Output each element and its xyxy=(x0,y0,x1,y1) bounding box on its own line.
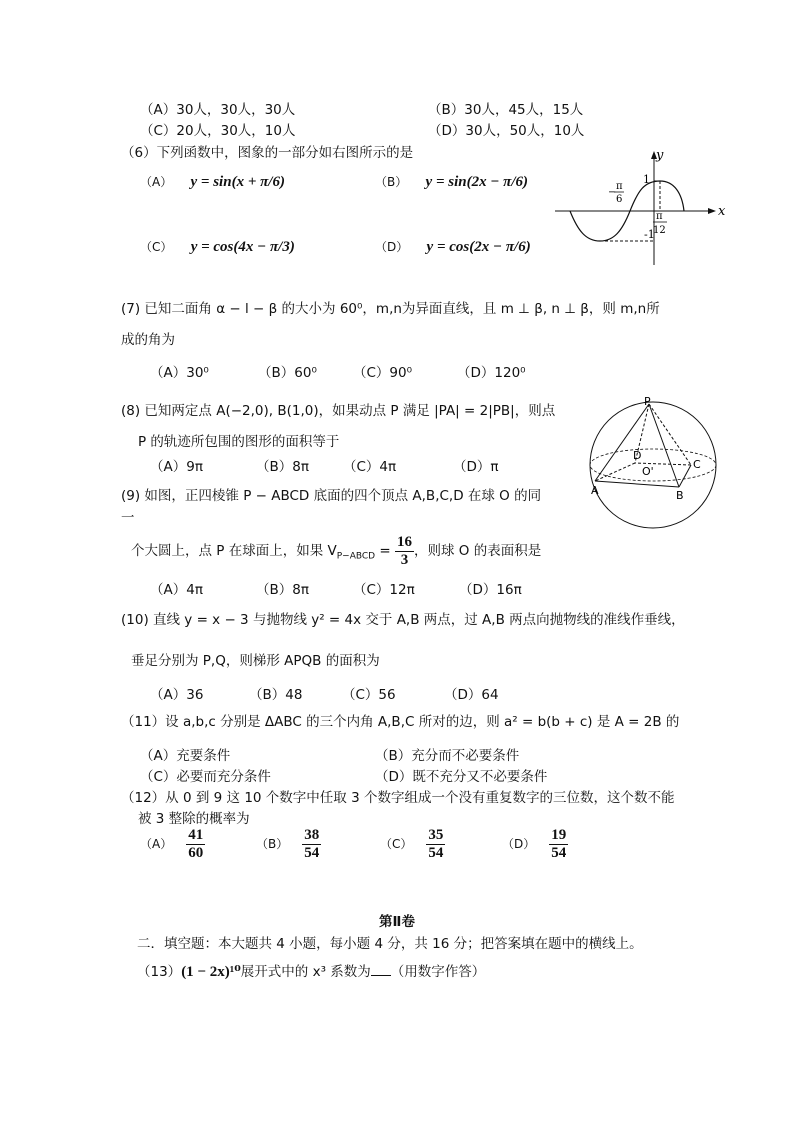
q12-d-frac xyxy=(549,827,568,861)
q9-dash: 一 xyxy=(121,510,135,526)
q6-a-label: （A） xyxy=(140,175,173,189)
q8-option-b: （B）8π xyxy=(256,459,309,475)
q8-line2: P 的轨迹所包围的图形的面积等于 xyxy=(138,434,340,450)
q13-expr: (1 − 2x)¹⁰ xyxy=(181,964,241,980)
q6-d-expr: y = cos(2x − π/6) xyxy=(426,239,531,255)
q9-fraction xyxy=(395,534,414,568)
q12-d-den: 54 xyxy=(551,844,567,861)
q13-answer-blank[interactable] xyxy=(371,963,391,976)
q6-a-expr: y = sin(x + π/6) xyxy=(190,174,285,190)
q12-a-den: 60 xyxy=(188,844,204,861)
graph-x-arrow xyxy=(708,208,716,214)
q10-option-d: （D）64 xyxy=(444,687,499,703)
q12-d-label: （D） xyxy=(502,837,536,851)
edge-pa xyxy=(595,404,649,481)
q12-option-d xyxy=(502,827,568,861)
q9-line1: (9) 如图，正四棱锥 P − ABCD 底面的四个顶点 A,B,C,D 在球 O 的同 xyxy=(121,488,542,504)
q10-line2: 垂足分别为 P,Q，则梯形 APQB 的面积为 xyxy=(131,653,380,669)
q12-line2: 被 3 整除的概率为 xyxy=(138,811,250,827)
q12-b-den: 54 xyxy=(304,844,320,861)
q9-line2-post: ，则球 O 的表面积是 xyxy=(414,543,542,559)
q11-option-c: （C）必要而充分条件 xyxy=(140,769,271,785)
q12-d-num: 19 xyxy=(551,827,567,843)
q12-c-num: 35 xyxy=(428,827,444,843)
label-p: P xyxy=(644,395,651,408)
q5-option-a: （A）30人，30人，30人 xyxy=(140,102,296,118)
q9-option-c: （C）12π xyxy=(353,582,415,598)
q9-frac-num: 16 xyxy=(397,534,413,550)
graph-right-den: 12 xyxy=(653,225,666,236)
graph-left-sign: − xyxy=(608,187,617,198)
q9-frac-den: 3 xyxy=(400,551,409,568)
q6-d-label: （D） xyxy=(375,240,409,254)
q5-option-b: （B）30人，45人，15人 xyxy=(428,102,584,118)
q8-option-a: （A）9π xyxy=(150,459,203,475)
sine-graph-figure xyxy=(550,145,730,270)
q6-b-expr: y = sin(2x − π/6) xyxy=(425,174,529,190)
q13-text: 展开式中的 x³ 系数为 xyxy=(240,964,371,980)
q9-option-a: （A）4π xyxy=(150,582,203,598)
q12-option-b xyxy=(256,827,321,861)
q6-option-b xyxy=(375,173,528,191)
q9-volume-subscript: P−ABCD xyxy=(336,551,376,562)
q7-option-a: （A）30⁰ xyxy=(150,365,209,381)
edge-ab xyxy=(595,481,679,487)
q9-equals: = xyxy=(375,543,396,559)
label-a: A xyxy=(591,484,599,497)
part2-title: 第Ⅱ卷 xyxy=(379,914,415,930)
graph-x-label: x xyxy=(718,204,726,219)
q13-line xyxy=(137,960,485,981)
q7-option-b: （B）60⁰ xyxy=(258,365,317,381)
label-c: C xyxy=(693,458,701,471)
q6-option-c xyxy=(140,238,295,256)
q12-b-label: （B） xyxy=(256,837,289,851)
q5-option-d: （D）30人，50人，10人 xyxy=(428,123,585,139)
q12-a-label: （A） xyxy=(140,837,173,851)
q12-c-frac xyxy=(426,827,445,861)
q11-option-a: （A）充要条件 xyxy=(140,748,231,764)
q11-stem: （11）设 a,b,c 分别是 ΔABC 的三个内角 A,B,C 所对的边，则 a² = b(b + c) 是 A = 2B 的 xyxy=(121,714,680,730)
q6-c-expr: y = cos(4x − π/3) xyxy=(190,239,295,255)
q10-option-b: （B）48 xyxy=(249,687,303,703)
graph-tick-neg-one: -1 xyxy=(644,228,655,241)
graph-left-den: 6 xyxy=(616,194,623,205)
q9-option-d: （D）16π xyxy=(459,582,522,598)
q12-b-frac xyxy=(302,827,321,861)
graph-right-num: π xyxy=(656,211,663,222)
q7-option-d: （D）120⁰ xyxy=(457,365,526,381)
q6-stem: （6）下列函数中，图象的一部分如右图所示的是 xyxy=(121,145,414,161)
edge-pc xyxy=(649,404,691,465)
q10-option-c: （C）56 xyxy=(342,687,396,703)
q12-b-num: 38 xyxy=(304,827,320,843)
q6-b-label: （B） xyxy=(375,175,408,189)
q12-a-frac xyxy=(186,827,205,861)
q6-c-label: （C） xyxy=(140,240,173,254)
q8-option-c: （C）4π xyxy=(343,459,397,475)
q7-line1: (7) 已知二面角 α − l − β 的大小为 60⁰，m,n为异面直线，且 m ⊥ β, n ⊥ β，则 m,n所 xyxy=(121,301,660,317)
q13-tail: （用数字作答） xyxy=(390,964,486,980)
q11-option-d: （D）既不充分又不必要条件 xyxy=(375,769,548,785)
graph-tick-one: 1 xyxy=(643,173,650,186)
q12-line1: （12）从 0 到 9 这 10 个数字中任取 3 个数字组成一个没有重复数字的三位数，这个数不能 xyxy=(121,790,675,806)
q9-line2-pre: 个大圆上，点 P 在球面上，如果 V xyxy=(131,543,337,559)
q12-a-num: 41 xyxy=(188,827,204,843)
q12-option-a xyxy=(140,827,205,861)
label-b: B xyxy=(676,489,684,502)
q10-line1: (10) 直线 y = x − 3 与抛物线 y² = 4x 交于 A,B 两点，过 A,B 两点向抛物线的准线作垂线， xyxy=(121,612,685,628)
q7-option-c: （C）90⁰ xyxy=(353,365,413,381)
part2-section-heading: 二．填空题：本大题共 4 小题，每小题 4 分，共 16 分；把答案填在题中的横线上。 xyxy=(137,936,643,952)
q10-option-a: （A）36 xyxy=(150,687,204,703)
q13-label: （13） xyxy=(137,964,182,980)
q5-option-c: （C）20人，30人，10人 xyxy=(140,123,296,139)
q9-option-b: （B）8π xyxy=(256,582,309,598)
sphere-pyramid-figure xyxy=(583,395,723,535)
label-d: D xyxy=(633,449,642,462)
graph-left-num: π xyxy=(616,181,623,192)
q12-c-label: （C） xyxy=(380,837,413,851)
q6-option-a xyxy=(140,173,285,191)
q7-line2: 成的角为 xyxy=(121,332,175,348)
q8-option-d: （D）π xyxy=(453,459,499,475)
q12-option-c xyxy=(380,827,445,861)
q8-line1: (8) 已知两定点 A(−2,0), B(1,0)，如果动点 P 满足 |PA| = 2|PB|，则点 xyxy=(121,403,556,419)
q12-c-den: 54 xyxy=(428,844,444,861)
q6-option-d xyxy=(375,238,531,256)
graph-y-label: y xyxy=(656,148,664,163)
q9-line2 xyxy=(131,534,541,568)
label-o: O' xyxy=(642,465,654,478)
edge-bc xyxy=(679,465,691,487)
q11-option-b: （B）充分而不必要条件 xyxy=(375,748,520,764)
